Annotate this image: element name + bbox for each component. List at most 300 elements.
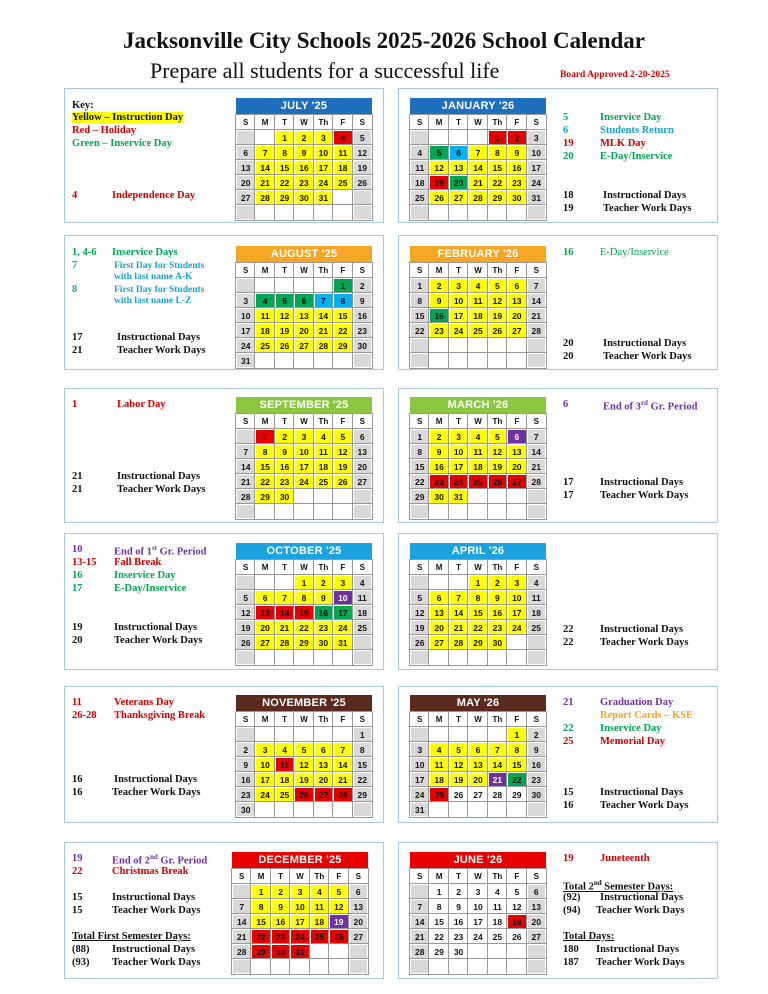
day-cell: 2 (527, 727, 546, 742)
day-cell: 22 (275, 175, 294, 190)
empty-cell (275, 650, 294, 665)
empty-cell (236, 504, 255, 519)
day-cell: 13 (449, 160, 468, 175)
notes-january: 5 Inservice Day 6 Students Return 19 MLK Day 20 E-Day/Inservice 18 Instructional Days 19 Teacher Work Days (563, 112, 692, 214)
empty-cell (314, 205, 333, 220)
day-cell: 14 (449, 605, 468, 620)
day-cell: 27 (507, 323, 526, 338)
day-cell: 3 (449, 278, 468, 293)
day-cell: 11 (255, 308, 274, 323)
day-cell: 14 (236, 459, 255, 474)
day-cell: 1 (333, 278, 352, 293)
day-cell: 11 (333, 145, 352, 160)
day-cell: 4 (410, 145, 429, 160)
empty-cell (429, 338, 448, 353)
day-cell: 18 (488, 914, 507, 929)
day-cell: 7 (333, 742, 352, 757)
day-cell: 6 (468, 742, 487, 757)
day-cell: 7 (232, 899, 251, 914)
day-cell: 3 (333, 575, 352, 590)
empty-cell (527, 802, 546, 817)
month-title: FEBRUARY '26 (410, 246, 546, 263)
day-cell: 10 (294, 444, 313, 459)
day-cell: 2 (429, 278, 448, 293)
day-cell: 2 (488, 575, 507, 590)
day-cell: 12 (294, 757, 313, 772)
empty-cell (255, 504, 274, 519)
month-title: JULY '25 (236, 98, 372, 115)
day-cell: 27 (353, 474, 372, 489)
day-cell: 1 (294, 575, 313, 590)
empty-cell (429, 802, 448, 817)
day-cell: 15 (507, 757, 526, 772)
weekday-header: Th (488, 414, 507, 429)
day-cell: 14 (275, 605, 294, 620)
day-cell: 26 (488, 323, 507, 338)
day-cell: 19 (294, 772, 313, 787)
day-cell: 31 (290, 944, 309, 959)
empty-cell (275, 727, 294, 742)
notes-august: 1, 4-6 Inservice Days 7 First Day for Students with last name A-K 8 First Day for Students with last name L-Z 17 Instructional Days 21 Teacher Work Days (72, 247, 206, 356)
day-cell: 8 (507, 742, 526, 757)
empty-cell (410, 353, 429, 368)
day-cell: 24 (290, 929, 309, 944)
empty-cell (294, 504, 313, 519)
day-cell: 7 (275, 590, 294, 605)
weekday-header: F (329, 869, 348, 884)
event-report-cards: Report Cards – KSE (600, 710, 694, 721)
empty-cell (468, 338, 487, 353)
notes-june: 19 Juneteenth Total 2nd Semester Days: (92) Instructional Days (94) Teacher Work Days Total Days: 180 Instructional Days 187 Teacher Work Days (563, 853, 685, 968)
day-cell: 15 (255, 459, 274, 474)
weekday-header: S (236, 263, 255, 278)
empty-cell (429, 504, 448, 519)
empty-cell (275, 504, 294, 519)
day-cell: 9 (507, 145, 526, 160)
empty-cell (333, 353, 352, 368)
empty-cell (333, 489, 352, 504)
empty-cell (449, 802, 468, 817)
day-cell: 25 (275, 787, 294, 802)
day-cell: 20 (527, 914, 546, 929)
day-cell: 31 (449, 489, 468, 504)
day-cell: 25 (488, 929, 507, 944)
day-cell: 11 (410, 160, 429, 175)
weekday-header: S (527, 263, 546, 278)
empty-cell (353, 802, 372, 817)
month-grid (236, 263, 372, 368)
day-cell: 14 (527, 293, 546, 308)
total-days-label: Total Days: (563, 931, 615, 942)
weekday-header: F (333, 115, 352, 130)
empty-cell (410, 727, 429, 742)
empty-cell (251, 959, 270, 974)
empty-cell (507, 353, 526, 368)
day-cell: 1 (507, 727, 526, 742)
day-cell: 23 (507, 175, 526, 190)
empty-cell (468, 353, 487, 368)
empty-cell (410, 650, 429, 665)
day-cell: 29 (429, 944, 448, 959)
day-cell: 27 (468, 787, 487, 802)
empty-cell (314, 504, 333, 519)
weekday-header: F (333, 263, 352, 278)
weekday-header: F (333, 712, 352, 727)
day-cell: 2 (271, 884, 290, 899)
day-cell: 5 (507, 884, 526, 899)
weekday-header: M (429, 560, 448, 575)
day-cell: 18 (314, 459, 333, 474)
day-cell: 10 (507, 590, 526, 605)
day-cell: 26 (429, 190, 448, 205)
day-cell: 27 (255, 635, 274, 650)
empty-cell (410, 130, 429, 145)
empty-cell (294, 727, 313, 742)
day-cell: 4 (527, 575, 546, 590)
month-title: DECEMBER '25 (232, 852, 368, 869)
weekday-header: W (290, 869, 309, 884)
day-cell: 22 (488, 175, 507, 190)
day-cell: 30 (294, 190, 313, 205)
day-cell: 11 (353, 590, 372, 605)
calendar-february (410, 246, 546, 368)
day-cell: 13 (349, 899, 368, 914)
day-cell: 28 (527, 474, 546, 489)
day-cell: 30 (429, 489, 448, 504)
total-first-semester-label: Total First Semester Days: (72, 931, 191, 942)
weekday-header: F (507, 712, 526, 727)
empty-cell (294, 205, 313, 220)
empty-cell (527, 504, 546, 519)
month-title: OCTOBER '25 (236, 543, 372, 560)
day-cell: 21 (232, 929, 251, 944)
day-cell: 11 (468, 293, 487, 308)
day-cell: 17 (507, 605, 526, 620)
empty-cell (527, 489, 546, 504)
day-cell: 14 (527, 444, 546, 459)
weekday-header: S (410, 560, 429, 575)
day-cell: 20 (449, 175, 468, 190)
day-cell: 25 (429, 787, 448, 802)
day-cell: 9 (236, 757, 255, 772)
day-cell: 30 (488, 635, 507, 650)
empty-cell (449, 504, 468, 519)
day-cell: 11 (429, 757, 448, 772)
day-cell: 13 (236, 160, 255, 175)
day-cell: 21 (236, 474, 255, 489)
empty-cell (236, 429, 255, 444)
day-cell: 27 (236, 190, 255, 205)
day-cell: 24 (527, 175, 546, 190)
month-title: AUGUST '25 (236, 246, 372, 263)
day-cell: 26 (294, 787, 313, 802)
day-cell: 3 (507, 575, 526, 590)
day-cell: 30 (271, 944, 290, 959)
day-cell: 13 (353, 444, 372, 459)
empty-cell (294, 489, 313, 504)
day-cell: 13 (314, 757, 333, 772)
notes-february: 16 E-Day/Inservice 20 Instructional Days 20 Teacher Work Days (563, 247, 692, 362)
day-cell: 26 (449, 787, 468, 802)
day-cell: 14 (314, 308, 333, 323)
day-cell: 30 (527, 787, 546, 802)
empty-cell (507, 489, 526, 504)
empty-cell (507, 205, 526, 220)
weekday-header: S (410, 869, 429, 884)
day-cell: 24 (236, 338, 255, 353)
day-cell: 28 (255, 190, 274, 205)
day-cell: 30 (507, 190, 526, 205)
empty-cell (468, 130, 487, 145)
day-cell: 3 (294, 429, 313, 444)
calendar-april (410, 543, 546, 665)
day-cell: 19 (329, 914, 348, 929)
empty-cell (507, 959, 526, 974)
day-cell: 2 (429, 429, 448, 444)
day-cell: 23 (314, 620, 333, 635)
day-cell: 27 (429, 635, 448, 650)
day-cell: 23 (275, 474, 294, 489)
day-cell: 28 (449, 635, 468, 650)
day-cell: 26 (236, 635, 255, 650)
day-cell: 13 (507, 293, 526, 308)
weekday-header: S (236, 560, 255, 575)
day-cell: 19 (410, 620, 429, 635)
day-cell: 24 (255, 787, 274, 802)
day-cell: 17 (314, 160, 333, 175)
weekday-header: M (429, 712, 448, 727)
empty-cell (410, 959, 429, 974)
empty-cell (449, 650, 468, 665)
empty-cell (507, 635, 526, 650)
empty-cell (329, 959, 348, 974)
empty-cell (333, 727, 352, 742)
day-cell: 15 (410, 459, 429, 474)
day-cell: 16 (353, 308, 372, 323)
day-cell: 31 (314, 190, 333, 205)
day-cell: 4 (468, 429, 487, 444)
empty-cell (527, 338, 546, 353)
weekday-header: W (468, 560, 487, 575)
total-second-semester-label: Total 2nd Semester Days: (563, 879, 674, 893)
day-cell: 1 (410, 429, 429, 444)
month-title: MAY '26 (410, 695, 546, 712)
empty-cell (468, 727, 487, 742)
empty-cell (294, 650, 313, 665)
weekday-header: T (449, 560, 468, 575)
key-label: Key: (72, 100, 94, 111)
weekday-header: S (527, 712, 546, 727)
empty-cell (333, 190, 352, 205)
weekday-header: Th (314, 263, 333, 278)
empty-cell (527, 944, 546, 959)
empty-cell (353, 635, 372, 650)
weekday-header: W (468, 712, 487, 727)
day-cell: 2 (353, 278, 372, 293)
day-cell: 1 (488, 130, 507, 145)
day-cell: 28 (410, 944, 429, 959)
day-cell: 1 (429, 884, 448, 899)
day-cell: 22 (255, 474, 274, 489)
notes-november: 11 Veterans Day 26-28 Thanksgiving Break 16 Instructional Days 16 Teacher Work Days (72, 697, 206, 798)
empty-cell (507, 338, 526, 353)
day-cell: 12 (488, 293, 507, 308)
day-cell: 2 (294, 130, 313, 145)
day-cell: 3 (449, 429, 468, 444)
event-aug-8-text: First Day for Students (114, 285, 205, 295)
empty-cell (236, 727, 255, 742)
empty-cell (314, 802, 333, 817)
empty-cell (449, 353, 468, 368)
empty-cell (329, 944, 348, 959)
day-cell: 19 (449, 772, 468, 787)
empty-cell (236, 205, 255, 220)
weekday-header: W (468, 263, 487, 278)
day-cell: 29 (275, 190, 294, 205)
day-cell: 22 (429, 929, 448, 944)
month-grid (236, 560, 372, 665)
weekday-header: T (449, 712, 468, 727)
page-subtitle: Prepare all students for a successful life (150, 58, 500, 83)
day-cell: 12 (507, 899, 526, 914)
day-cell: 11 (488, 899, 507, 914)
day-cell: 7 (314, 293, 333, 308)
empty-cell (353, 353, 372, 368)
weekday-header: S (353, 560, 372, 575)
day-cell: 22 (410, 474, 429, 489)
day-cell: 20 (349, 914, 368, 929)
day-cell: 13 (507, 444, 526, 459)
day-cell: 20 (429, 620, 448, 635)
weekday-header: W (468, 115, 487, 130)
day-cell: 4 (468, 278, 487, 293)
day-cell: 12 (329, 899, 348, 914)
day-cell: 25 (468, 474, 487, 489)
day-cell: 14 (488, 757, 507, 772)
day-cell: 7 (236, 444, 255, 459)
empty-cell (488, 944, 507, 959)
day-cell: 27 (314, 787, 333, 802)
empty-cell (488, 489, 507, 504)
empty-cell (488, 727, 507, 742)
empty-cell (449, 130, 468, 145)
empty-cell (255, 278, 274, 293)
weekday-header: S (410, 115, 429, 130)
weekday-header: W (294, 414, 313, 429)
day-cell: 4 (275, 742, 294, 757)
day-cell: 1 (410, 278, 429, 293)
empty-cell (310, 959, 329, 974)
day-cell: 22 (333, 323, 352, 338)
empty-cell (488, 338, 507, 353)
day-cell: 6 (449, 145, 468, 160)
day-cell: 24 (294, 474, 313, 489)
day-cell: 10 (449, 293, 468, 308)
day-cell: 15 (251, 914, 270, 929)
day-cell: 19 (353, 160, 372, 175)
weekday-header: S (410, 712, 429, 727)
empty-cell (449, 959, 468, 974)
weekday-header: Th (488, 560, 507, 575)
day-cell: 14 (410, 914, 429, 929)
day-cell: 30 (449, 944, 468, 959)
day-cell: 30 (353, 338, 372, 353)
day-cell: 21 (314, 323, 333, 338)
weekday-header: M (429, 414, 448, 429)
weekday-header: S (410, 414, 429, 429)
day-cell: 22 (507, 772, 526, 787)
day-cell: 26 (488, 474, 507, 489)
empty-cell (294, 353, 313, 368)
notes-march: 6 End of 3rd Gr. Period 17 Instructional Days 17 Teacher Work Days (563, 399, 698, 501)
day-cell: 18 (255, 323, 274, 338)
empty-cell (429, 959, 448, 974)
event-aug-7-text2: with last name A-K (114, 272, 193, 282)
empty-cell (488, 650, 507, 665)
empty-cell (527, 959, 546, 974)
day-cell: 3 (290, 884, 309, 899)
day-cell: 9 (353, 293, 372, 308)
day-cell: 17 (294, 459, 313, 474)
day-cell: 25 (410, 190, 429, 205)
month-title: JUNE '26 (410, 852, 546, 869)
day-cell: 23 (449, 929, 468, 944)
day-cell: 21 (527, 459, 546, 474)
empty-cell (527, 650, 546, 665)
empty-cell (275, 278, 294, 293)
empty-cell (527, 635, 546, 650)
empty-cell (429, 727, 448, 742)
notes-april: 22 Instructional Days 22 Teacher Work Days (563, 624, 689, 648)
empty-cell (468, 944, 487, 959)
day-cell: 20 (294, 323, 313, 338)
empty-cell (507, 650, 526, 665)
empty-cell (449, 575, 468, 590)
day-cell: 27 (349, 929, 368, 944)
day-cell: 28 (275, 635, 294, 650)
day-cell: 23 (236, 787, 255, 802)
empty-cell (429, 205, 448, 220)
empty-cell (449, 338, 468, 353)
day-cell: 26 (329, 929, 348, 944)
day-cell: 15 (353, 757, 372, 772)
day-cell: 5 (294, 742, 313, 757)
day-cell: 18 (275, 772, 294, 787)
day-cell: 16 (488, 605, 507, 620)
notes-december: 19 End of 2nd Gr. Period 22 Christmas Break 15 Instructional Days 15 Teacher Work Days Total First Semester Days: (88) Instructional Days (93) Teacher Work Days (72, 853, 208, 968)
day-cell: 5 (333, 429, 352, 444)
weekday-header: W (294, 712, 313, 727)
day-cell: 21 (468, 175, 487, 190)
notes-september: 1 Labor Day 21 Instructional Days 21 Teacher Work Days (72, 399, 206, 495)
day-cell: 28 (232, 944, 251, 959)
day-cell: 12 (333, 444, 352, 459)
day-cell: 19 (488, 308, 507, 323)
day-cell: 29 (251, 944, 270, 959)
weekday-header: W (468, 869, 487, 884)
empty-cell (429, 575, 448, 590)
day-cell: 7 (468, 145, 487, 160)
empty-cell (314, 650, 333, 665)
day-cell: 24 (468, 929, 487, 944)
day-cell: 18 (468, 459, 487, 474)
empty-cell (333, 504, 352, 519)
board-approved-note: Board Approved 2-20-2025 (560, 70, 670, 80)
day-cell: 31 (410, 802, 429, 817)
day-cell: 25 (333, 175, 352, 190)
weekday-header: Th (488, 263, 507, 278)
day-cell: 21 (527, 308, 546, 323)
